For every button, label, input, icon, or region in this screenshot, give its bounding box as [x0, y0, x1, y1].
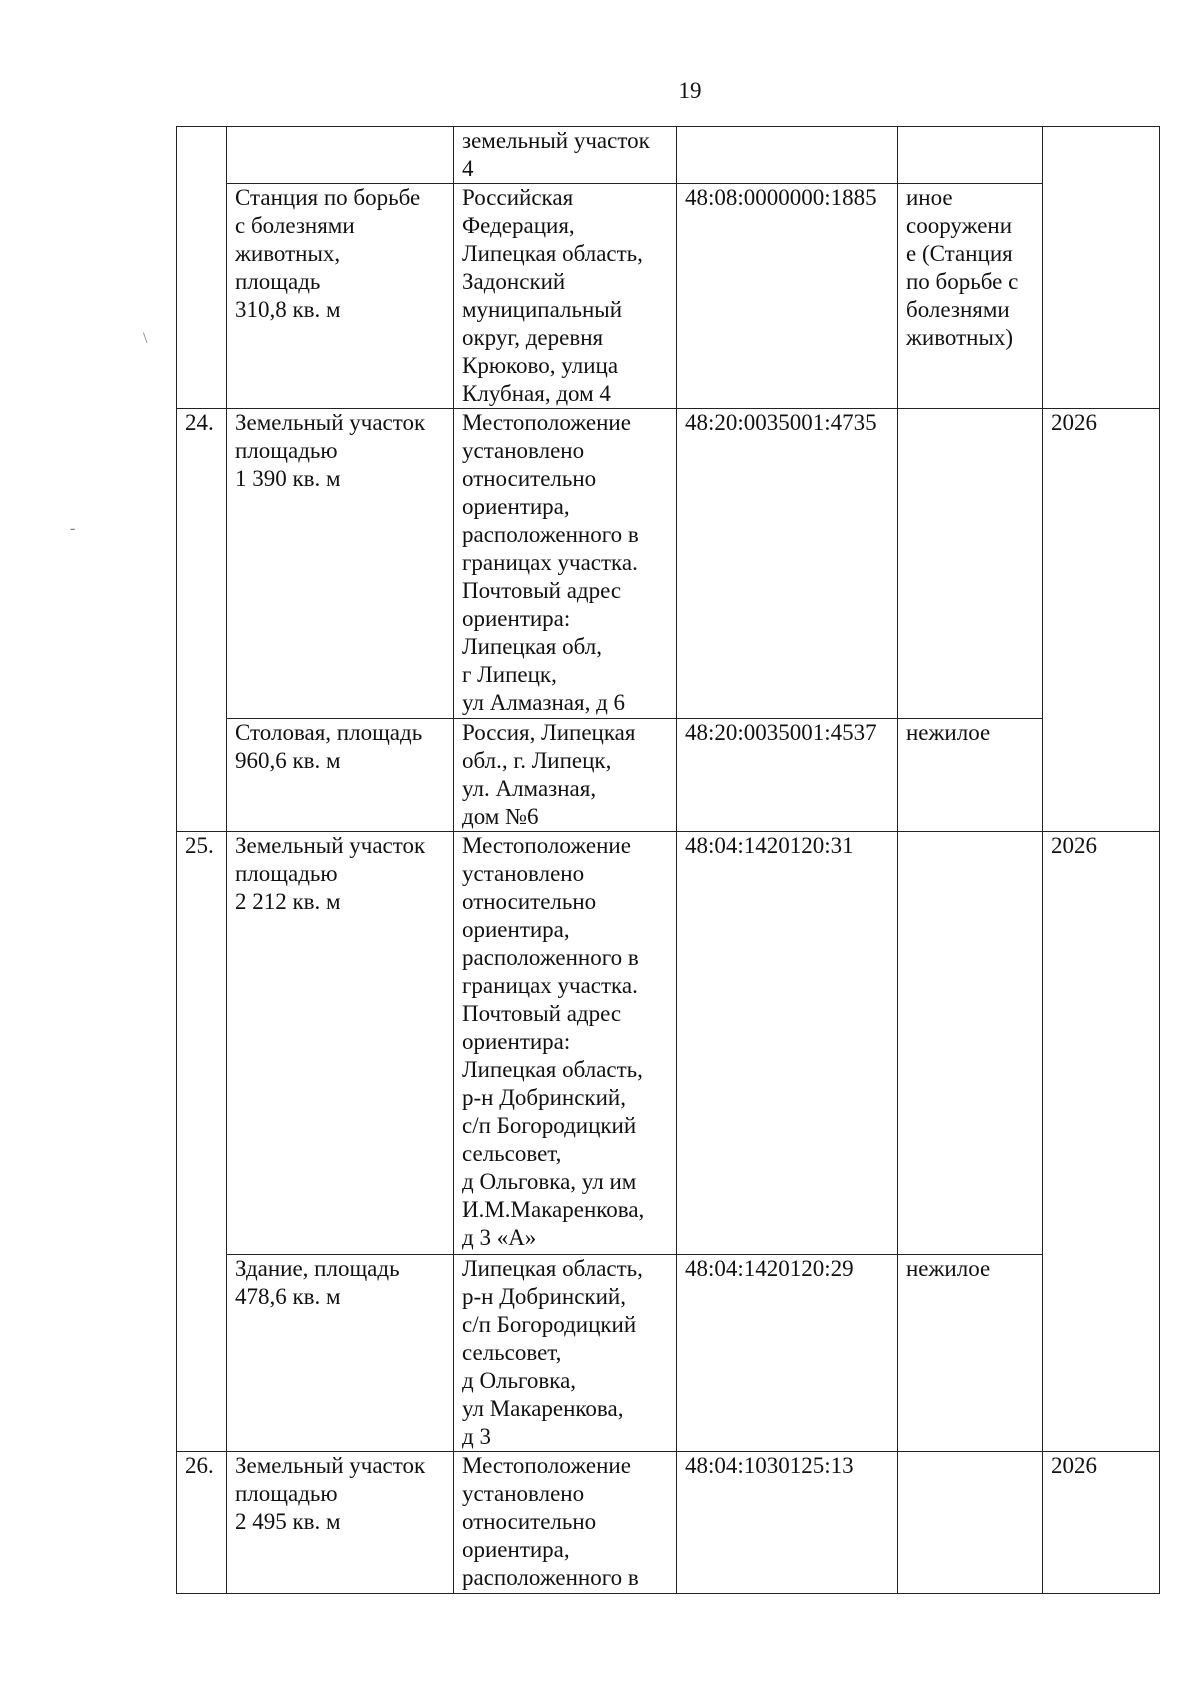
row-number-cell: 24.	[177, 409, 227, 832]
address-cell: Россия, Липецкая обл., г. Липецк, ул. Алмазная, дом №6	[454, 719, 677, 832]
object-type-cell: нежилое	[898, 719, 1043, 832]
cadastral-number-cell	[677, 127, 898, 184]
cadastral-number-cell: 48:04:1420120:29	[677, 1255, 898, 1452]
address-cell: земельный участок 4	[454, 127, 677, 184]
address-cell: Российская Федерация, Липецкая область, Задонский муниципальный округ, деревня Крюково, улица Клубная, дом 4	[454, 184, 677, 409]
object-name-cell: Станция по борьбе с болезнями животных, площадь 310,8 кв. м	[227, 184, 454, 409]
object-type-cell	[898, 409, 1043, 719]
year-cell: 2026	[1043, 409, 1160, 832]
page-number: 19	[678, 78, 702, 103]
object-type-cell: иное сооружени е (Станция по борьбе с болезнями животных)	[898, 184, 1043, 409]
cadastral-number-cell: 48:20:0035001:4537	[677, 719, 898, 832]
table-row	[177, 1452, 1160, 1594]
address-cell: Местоположение установлено относительно ориентира, расположенного в	[454, 1452, 677, 1594]
scan-speck: -	[70, 520, 76, 537]
property-table	[176, 126, 1160, 1594]
row-number-cell: 26.	[177, 1452, 227, 1594]
object-name-cell	[227, 127, 454, 184]
cadastral-number-cell: 48:04:1420120:31	[677, 832, 898, 1255]
object-type-cell	[898, 1452, 1043, 1594]
table-row	[177, 184, 1160, 409]
address-cell: Местоположение установлено относительно ориентира, расположенного в границах участка. Почтовый адрес ориентира: Липецкая обл, г Липецк, ул Алмазная, д 6	[454, 409, 677, 719]
year-cell: 2026	[1043, 832, 1160, 1452]
object-name-cell: Здание, площадь 478,6 кв. м	[227, 1255, 454, 1452]
table-row	[177, 1255, 1160, 1452]
address-cell: Местоположение установлено относительно ориентира, расположенного в границах участка. Почтовый адрес ориентира: Липецкая область, р-н Добринский, с/п Богородицкий сельсовет, д Ольговка, ул им И.М.Макаренкова, д 3 «А»	[454, 832, 677, 1255]
row-number-cell	[177, 127, 227, 409]
table-row	[177, 832, 1160, 1255]
year-cell	[1043, 127, 1160, 409]
cadastral-number-cell: 48:08:0000000:1885	[677, 184, 898, 409]
table-row	[177, 127, 1160, 184]
row-number-cell: 25.	[177, 832, 227, 1452]
table-row	[177, 719, 1160, 832]
cadastral-number-cell: 48:20:0035001:4735	[677, 409, 898, 719]
object-type-cell	[898, 127, 1043, 184]
address-cell: Липецкая область, р-н Добринский, с/п Богородицкий сельсовет, д Ольговка, ул Макаренкова, д 3	[454, 1255, 677, 1452]
object-name-cell: Земельный участок площадью 2 212 кв. м	[227, 832, 454, 1255]
object-name-cell: Столовая, площадь 960,6 кв. м	[227, 719, 454, 832]
object-name-cell: Земельный участок площадью 1 390 кв. м	[227, 409, 454, 719]
year-cell: 2026	[1043, 1452, 1160, 1594]
cadastral-number-cell: 48:04:1030125:13	[677, 1452, 898, 1594]
object-name-cell: Земельный участок площадью 2 495 кв. м	[227, 1452, 454, 1594]
object-type-cell	[898, 832, 1043, 1255]
object-type-cell: нежилое	[898, 1255, 1043, 1452]
table-row	[177, 409, 1160, 719]
scan-speck: \	[143, 330, 148, 347]
